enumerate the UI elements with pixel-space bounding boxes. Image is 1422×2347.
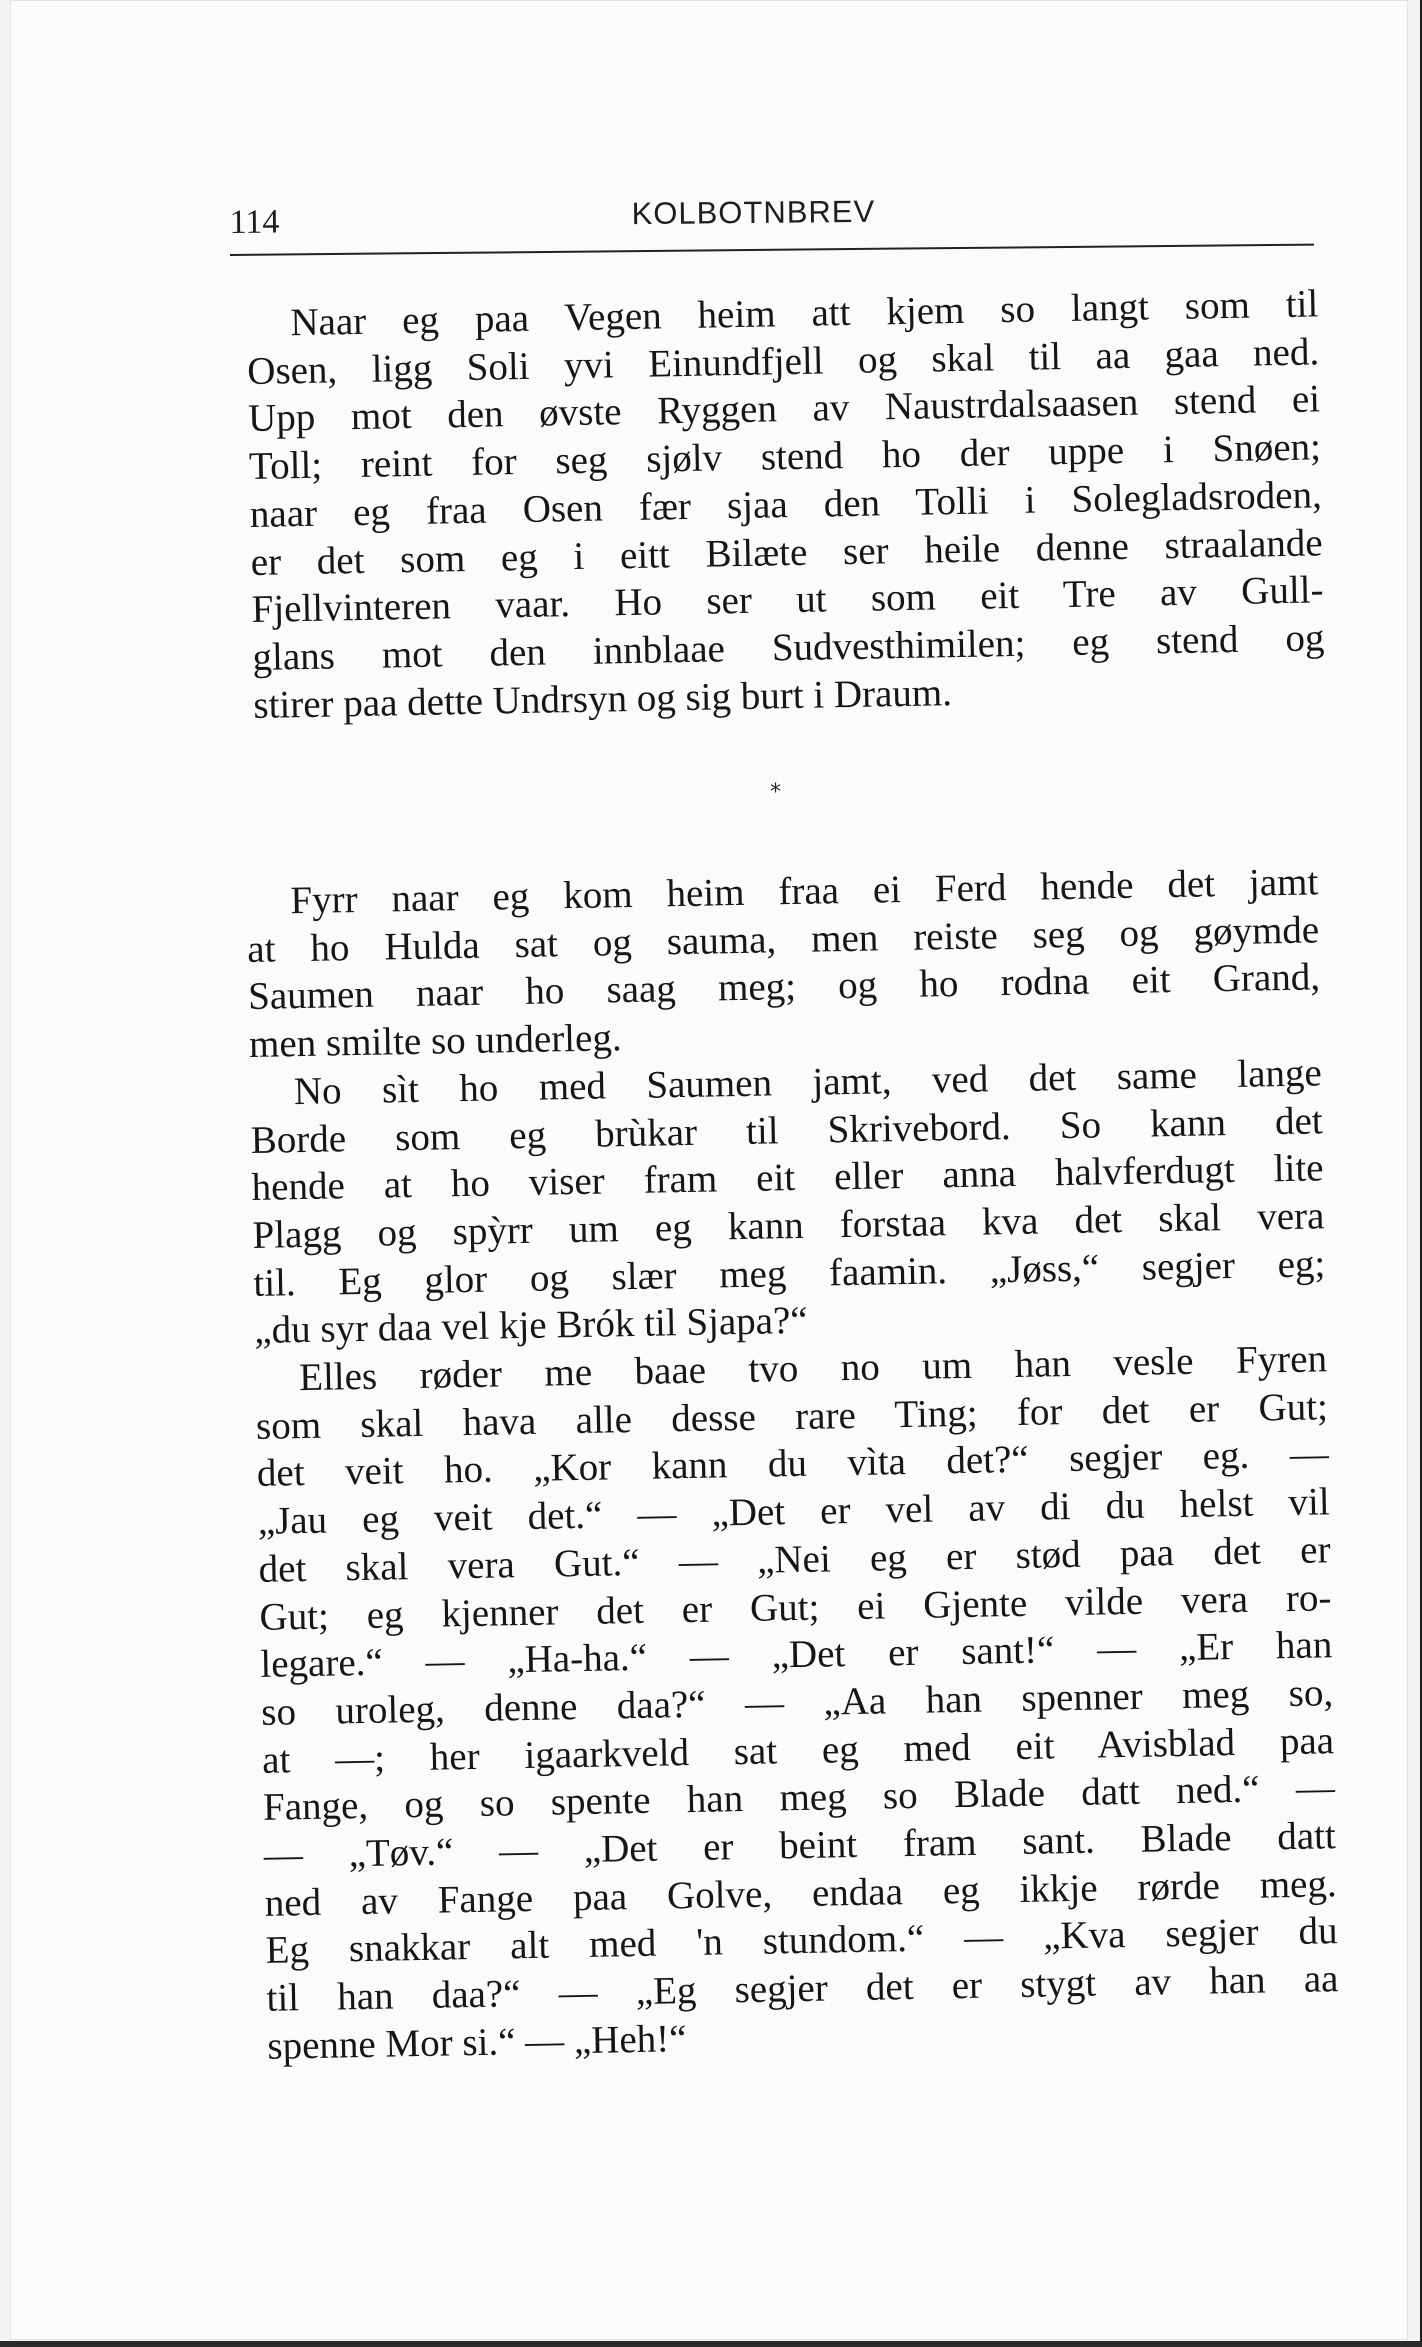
- text-line: det veit ho. „Kor kann du vìta det?“ segjer eg. —: [256, 1432, 1330, 1496]
- text-line: naar eg fraa Osen fær sjaa den Tolli i Solegladsroden,: [249, 473, 1323, 536]
- text-line: som skal hava alle desse rare Ting; for det er Gut;: [255, 1385, 1329, 1448]
- text-line: er det som eg i eitt Bilæte ser heile denne straalande: [250, 520, 1324, 584]
- text-line: Naar eg paa Vegen heim att kjem so langt som til: [290, 282, 1319, 345]
- text-line: at —; her igaarkveld sat eg med eit Avisblad paa: [261, 1718, 1335, 1782]
- page-number: 114: [229, 203, 280, 242]
- page-header: [229, 186, 1314, 256]
- text-line: stirer paa dette Undrsyn og sig burt i Draum.: [253, 670, 953, 727]
- text-line: hende at ho viser fram eit eller anna halvferdugt lite: [251, 1146, 1324, 1210]
- text-line: ned av Fange paa Golve, endaa eg ikkje rørde meg.: [264, 1861, 1338, 1925]
- book-page: [10, 0, 1408, 2340]
- text-line: Borde som eg brùkar til Skrivebord. So kann det: [250, 1098, 1324, 1162]
- text-line: Elles røder me baae tvo no um han vesle Fyren: [298, 1337, 1328, 1400]
- text-line: Toll; reint for seg sjølv stend ho der uppe i Snøen;: [248, 425, 1322, 489]
- text-line: Fange, og so spente han meg so Blade datt ned.“ —: [262, 1766, 1336, 1830]
- section-separator: *: [770, 780, 781, 805]
- text-line: Saumen naar ho saag meg; og ho rodna eit Grand,: [247, 955, 1321, 1019]
- text-line: til han daa?“ — „Eg segjer det er stygt av han aa: [266, 1957, 1339, 2020]
- text-line: Fyrr naar eg kom heim fraa ei Ferd hende det jamt: [290, 860, 1319, 923]
- text-line: Plagg og spỳrr um eg kann forstaa kva det skal vera: [252, 1194, 1325, 1257]
- running-title: KOLBOTNBREV: [631, 193, 876, 232]
- scan-edge-bottom: [0, 2341, 1422, 2347]
- text-line: glans mot den innblaae Sudvesthimilen; eg stend og: [252, 616, 1325, 679]
- text-line: Osen, ligg Soli yvi Einundfjell og skal til aa gaa ned.: [246, 330, 1320, 393]
- text-line: „Jau eg veit det.“ — „Det er vel av di du helst vil: [257, 1480, 1331, 1544]
- text-line: til. Eg glor og slær meg faamin. „Jøss,“ segjer eg;: [253, 1241, 1326, 1305]
- text-line: Eg snakkar alt med 'n stundom.“ — „Kva segjer du: [265, 1909, 1338, 1973]
- text-line: at ho Hulda sat og sauma, men reiste seg og gøymde: [246, 908, 1320, 971]
- text-line: Gut; eg kjenner det er Gut; ei Gjente vilde vera ro-: [259, 1575, 1332, 1639]
- text-line: det skal vera Gut.“ — „Nei eg er stød paa det er: [258, 1528, 1331, 1591]
- text-line: Upp mot den øvste Ryggen av Naustrdalsaasen stend ei: [247, 377, 1321, 441]
- text-line: spenne Mor si.“ — „Heh!“: [267, 2017, 687, 2068]
- text-line: men smilte so underleg.: [248, 1016, 622, 1067]
- text-line: — „Tøv.“ — „Det er beint fram sant. Blade datt: [263, 1814, 1337, 1877]
- text-line: so uroleg, denne daa?“ — „Aa han spenner meg so,: [260, 1671, 1334, 1734]
- text-line: Fjellvinteren vaar. Ho ser ut som eit Tre av Gull-: [251, 568, 1324, 632]
- text-line: legare.“ — „Ha-ha.“ — „Det er sant!“ — „Er han: [260, 1623, 1333, 1687]
- section-2-text: [246, 858, 1340, 2070]
- text-line: „du syr daa vel kje Brók til Sjapa?“: [253, 1299, 809, 1353]
- section-1-text: [246, 280, 1326, 729]
- text-line: No sìt ho med Saumen jamt, ved det same lange: [293, 1051, 1323, 1113]
